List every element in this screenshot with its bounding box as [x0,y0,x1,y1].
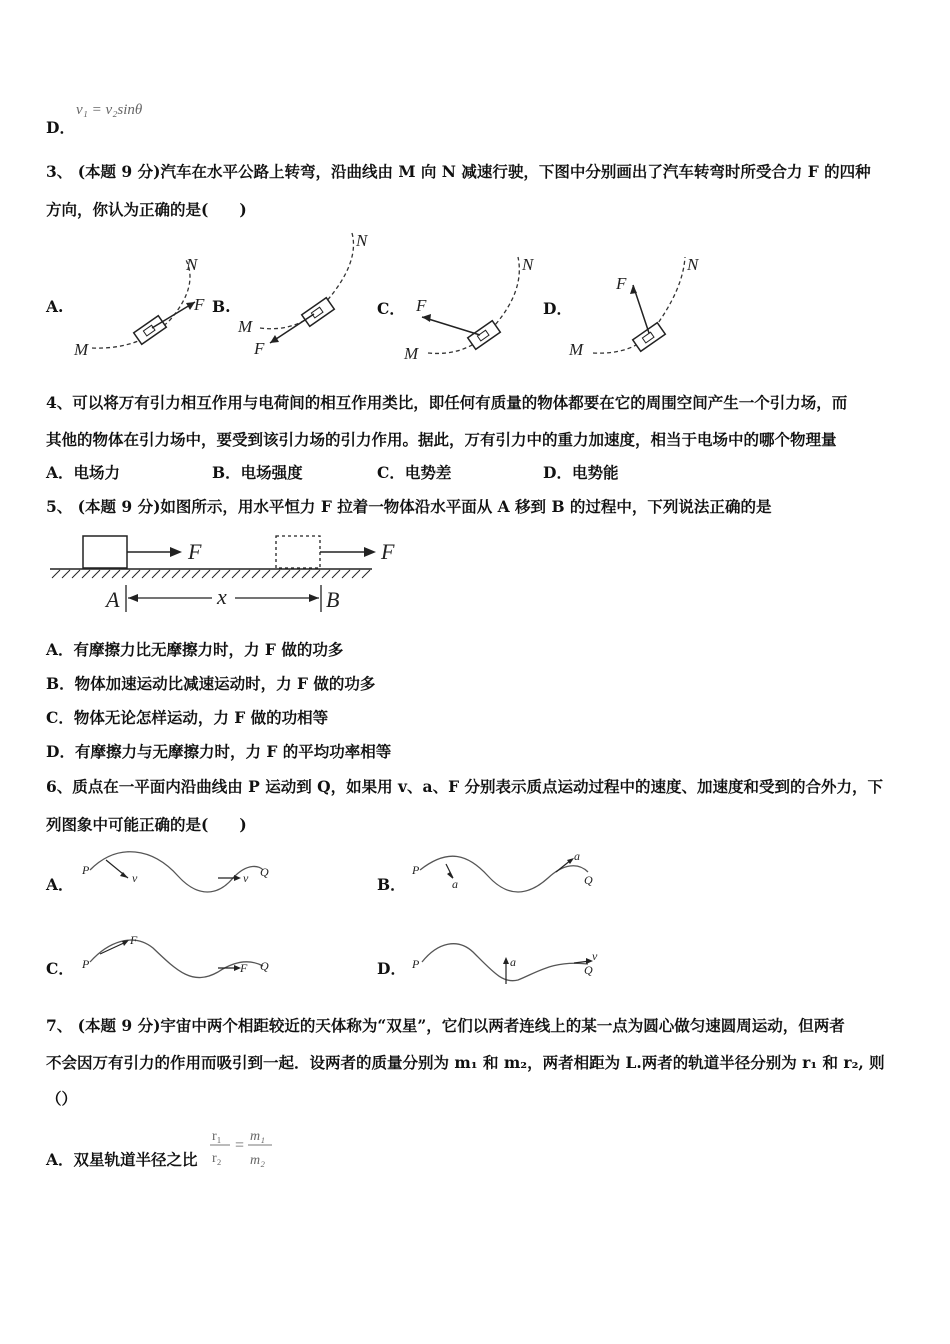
q5-f1: F [188,539,202,564]
q4-option-d-text: 电势能 [571,463,619,482]
q6-figure-d [408,932,608,992]
q7-option-a-label: A． [46,1150,74,1169]
q5-option-b-text: 物体加速运动比减速运动时，力 F 做的功多 [74,674,376,693]
q3-stem: (本题 9 分)汽车在水平公路上转弯，沿曲线由 M 向 N 减速行驶，下图中分别画出了汽车转弯时所受合力 F 的四种 [77,162,871,181]
q3-b-n: N [356,231,368,250]
q3-c-n: N [522,255,534,274]
q3-d-m: M [569,340,584,359]
q4-option-a-text: 电场力 [73,463,121,482]
q3-a-n: N [186,255,198,274]
q5-option-a-text: 有摩擦力比无摩擦力时，力 F 做的功多 [73,640,344,659]
q6-b-a2: a [574,849,580,863]
q4-option-c-label: C． [377,463,405,482]
q3-text-line1 [46,162,871,182]
q6-d-a: a [510,955,516,969]
q5-option-c-label: C． [46,708,74,727]
q3-figure-d [565,245,715,365]
q6-option-a-label: A． [46,875,74,894]
q4-option-c [377,463,451,483]
q6-d-v: v [592,949,598,963]
q4-text-line2: 其他的物体在引力场中，要受到该引力场的引力作用。据此，万有引力中的重力加速度，相当于电场中的哪个物理量 [46,430,837,449]
q5-option-b [46,674,375,694]
q5-option-c-text: 物体无论怎样运动，力 F 做的功相等 [73,708,329,727]
q3-figure-b [230,228,380,368]
q3-option-a-label: A. [46,297,64,316]
prev-option-d-formula: v₁ = v₂sinθ [76,102,143,118]
q4-option-b-label: B． [212,463,241,482]
q3-d-n: N [687,255,699,274]
q5-x: x [217,584,227,609]
q6-figure-a [78,848,278,908]
q6-c-f1: F [130,933,138,947]
q6-c-f2: F [240,961,248,975]
prev-option-d-label: D． [46,118,75,137]
q3-text-line2: 方向，你认为正确的是( ) [46,200,247,219]
q4-option-b [212,463,303,483]
q3-number: 3、 [46,162,73,181]
q6-c-q: Q [260,959,269,973]
q3-option-c-label: C． [377,299,405,318]
q6-a-p: P [82,863,90,877]
q7-m2: m₂ [250,1153,265,1168]
q7-text-line3: （） [46,1089,78,1108]
q3-c-f: F [416,296,427,315]
q5-option-a-label: A． [46,640,74,659]
q7-r2: r₂ [212,1151,222,1166]
q4-option-b-text: 电场强度 [240,463,303,482]
q4-option-d [543,463,618,483]
q6-a-v2: v [243,871,249,885]
q7-eq: = [235,1137,245,1154]
q3-b-f: F [254,339,265,358]
q6-option-b-label: B． [377,875,406,894]
q7-option-a-text: 双星轨道半径之比 [73,1150,198,1169]
q6-option-d-label: D． [377,959,406,978]
q3-a-f: F [194,295,205,314]
q4-option-a [46,463,120,483]
q6-a-q: Q [260,865,269,879]
q4-option-a-label: A． [46,463,74,482]
q7-r1: r₁ [212,1129,222,1144]
q5-f2: F [381,539,395,564]
q7-ratio-formula [208,1124,278,1174]
q6-text-line2: 列图象中可能正确的是( ) [46,815,247,834]
q5-option-d-text: 有摩擦力与无摩擦力时，力 F 的平均功率相等 [74,742,392,761]
q3-d-f: F [616,274,627,293]
q6-figure-c [78,932,278,992]
q7-text-line1: 7、 (本题 9 分)宇宙中两个相距较近的天体称为“双星”，它们以两者连线上的某一点为圆心做匀速圆周运动，但两者 [46,1016,845,1035]
q4-text-line1: 4、可以将万有引力相互作用与电荷间的相互作用类比，即任何有质量的物体都要在它的周围空间产生一个引力场，而 [46,393,848,412]
q7-option-a [46,1150,198,1170]
q5-option-b-label: B． [46,674,75,693]
q3-b-m: M [238,317,253,336]
q6-d-q: Q [584,963,593,977]
q6-b-a1: a [452,877,458,891]
q3-c-m: M [404,344,419,363]
q3-figure-a [60,240,220,370]
q5-figure [50,530,420,620]
q5-a: A [106,587,120,612]
q6-d-p: P [412,957,420,971]
q5-option-a [46,640,343,660]
q5-option-d [46,742,391,762]
q3-a-m: M [74,340,89,359]
q6-b-q: Q [584,873,593,887]
q6-option-c-label: C． [46,959,74,978]
q3-option-d-label: D． [543,299,572,318]
q7-text-line2: 不会因万有引力的作用而吸引到一起．设两者的质量分别为 m₁ 和 m₂，两者相距为 L.两者的轨道半径分别为 r₁ 和 r₂, 则 [46,1053,885,1072]
q4-option-d-label: D． [543,463,572,482]
q6-text-line1: 6、质点在一平面内沿曲线由 P 运动到 Q，如果用 v、a、F 分别表示质点运动过程中的速度、加速度和受到的合外力，下 [46,777,883,796]
q5-option-d-label: D． [46,742,75,761]
q3-figure-c [400,245,550,365]
q3-option-b-label: B. [212,297,231,316]
q6-b-p: P [412,863,420,877]
q4-option-c-text: 电势差 [404,463,452,482]
q6-a-v1: v [132,871,138,885]
q6-c-p: P [82,957,90,971]
q5-option-c [46,708,328,728]
q5-text: 5、 (本题 9 分)如图所示，用水平恒力 F 拉着一物体沿水平面从 A 移到 B 的过程中，下列说法正确的是 [46,497,772,516]
q5-b: B [326,587,340,612]
q7-m1: m₁ [250,1129,265,1144]
q6-figure-b [408,848,608,908]
